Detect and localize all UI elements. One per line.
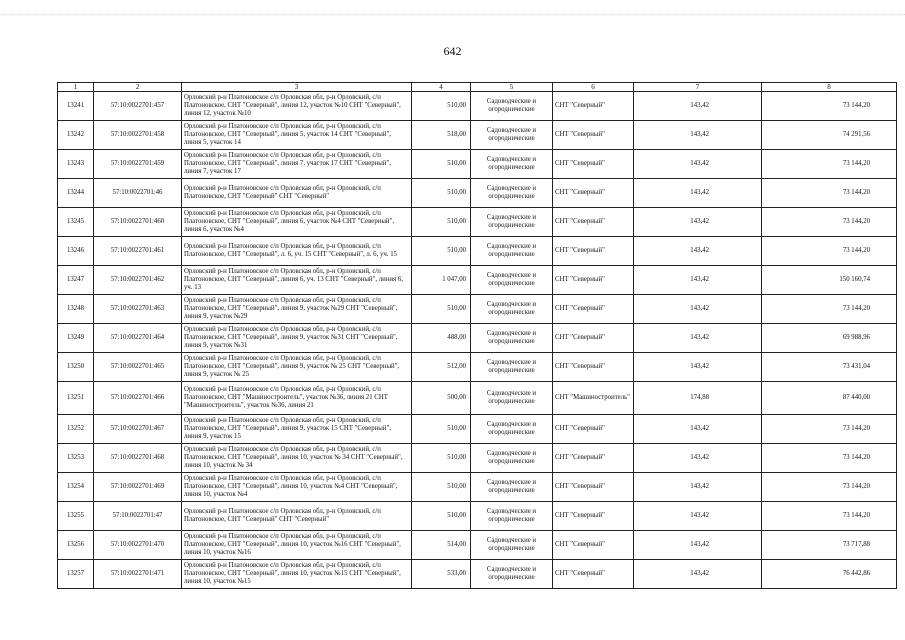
area-cell: 510,00 xyxy=(412,150,471,179)
row-number-cell: 13249 xyxy=(58,324,94,353)
row-number-cell: 13248 xyxy=(58,295,94,324)
land-use-cell: Садоводческие и огороднические xyxy=(471,92,553,121)
organization-cell: СНТ "Северный" xyxy=(553,295,634,324)
land-use-cell: Садоводческие и огороднические xyxy=(471,150,553,179)
land-use-cell: Садоводческие и огороднические xyxy=(471,502,553,531)
table-row xyxy=(58,237,897,266)
organization-cell: СНТ "Северный" xyxy=(553,266,634,295)
rate-cell: 143,42 xyxy=(634,353,762,382)
cadastral-number-cell: 57:10:0022701:465 xyxy=(94,353,182,382)
table-row xyxy=(58,295,897,324)
organization-cell: СНТ "Северный" xyxy=(553,150,634,179)
cadastral-number-cell: 57:10:0022701:468 xyxy=(94,444,182,473)
rate-cell: 143,42 xyxy=(634,473,762,502)
address-cell: Орловский р-н Платоновское с/п Орловская обл, р-н Орловский, с/п Платоновское, СНТ "Северный", л. 6, уч. 15 СНТ "Северный", л. 6, уч. 15 xyxy=(182,237,412,266)
cadastral-value-cell: 150 160,74 xyxy=(762,266,897,295)
organization-cell: СНТ "Северный" xyxy=(553,444,634,473)
area-cell: 510,00 xyxy=(412,295,471,324)
register-table xyxy=(57,82,897,589)
area-cell: 510,00 xyxy=(412,237,471,266)
row-number-cell: 13257 xyxy=(58,560,94,589)
column-header-8: 8 xyxy=(762,83,897,92)
cadastral-number-cell: 57:10:0022701:467 xyxy=(94,415,182,444)
table-row xyxy=(58,531,897,560)
table-row xyxy=(58,324,897,353)
area-cell: 510,00 xyxy=(412,208,471,237)
cadastral-value-cell: 73 144,20 xyxy=(762,150,897,179)
row-number-cell: 13241 xyxy=(58,92,94,121)
row-number-cell: 13255 xyxy=(58,502,94,531)
scan-artifact-line xyxy=(0,14,905,19)
row-number-cell: 13253 xyxy=(58,444,94,473)
area-cell: 533,00 xyxy=(412,560,471,589)
row-number-cell: 13256 xyxy=(58,531,94,560)
row-number-cell: 13242 xyxy=(58,121,94,150)
area-cell: 510,00 xyxy=(412,415,471,444)
address-cell: Орловский р-н Платоновское с/п Орловская обл, р-н Орловский, с/п Платоновское, СНТ "Северный", линия 7, участок 17 СНТ "Северный", линия 7, участок 17 xyxy=(182,150,412,179)
organization-cell: СНТ "Северный" xyxy=(553,531,634,560)
cadastral-number-cell: 57:10:0022701:462 xyxy=(94,266,182,295)
cadastral-number-cell: 57:10:0022701:470 xyxy=(94,531,182,560)
cadastral-number-cell: 57:10:0022701:464 xyxy=(94,324,182,353)
cadastral-value-cell: 73 144,20 xyxy=(762,92,897,121)
cadastral-value-cell: 73 431,04 xyxy=(762,353,897,382)
table-row xyxy=(58,266,897,295)
land-use-cell: Садоводческие и огороднические xyxy=(471,121,553,150)
cadastral-number-cell: 57:10:0022701:457 xyxy=(94,92,182,121)
rate-cell: 143,42 xyxy=(634,531,762,560)
address-cell: Орловский р-н Платоновское с/п Орловская обл, р-н Орловский, с/п Платоновское, СНТ "Северный", линия 10, участок №15 СНТ "Северный", линия 10, участок №15 xyxy=(182,560,412,589)
column-header-6: 6 xyxy=(553,83,634,92)
area-cell: 510,00 xyxy=(412,179,471,208)
table-row xyxy=(58,444,897,473)
cadastral-number-cell: 57:10:0022701:469 xyxy=(94,473,182,502)
column-header-3: 3 xyxy=(182,83,412,92)
row-number-cell: 13245 xyxy=(58,208,94,237)
table-row xyxy=(58,382,897,415)
rate-cell: 143,42 xyxy=(634,150,762,179)
column-number-row xyxy=(58,83,897,92)
address-cell: Орловский р-н Платоновское с/п Орловская обл, р-н Орловский, с/п Платоновское, СНТ "Северный", линия 6, уч. 13 СНТ "Северный", линия 6, уч. 13 xyxy=(182,266,412,295)
area-cell: 500,00 xyxy=(412,382,471,415)
row-number-cell: 13252 xyxy=(58,415,94,444)
rate-cell: 143,42 xyxy=(634,208,762,237)
area-cell: 518,00 xyxy=(412,121,471,150)
table-row xyxy=(58,150,897,179)
address-cell: Орловский р-н Платоновское с/п Орловская обл, р-н Орловский, с/п Платоновское, СНТ "Северный", линия 9, участок 15 СНТ "Северный", линия 9, участок 15 xyxy=(182,415,412,444)
cadastral-value-cell: 69 988,96 xyxy=(762,324,897,353)
organization-cell: СНТ "Северный" xyxy=(553,502,634,531)
rate-cell: 143,42 xyxy=(634,324,762,353)
land-use-cell: Садоводческие и огороднические xyxy=(471,179,553,208)
table-row xyxy=(58,92,897,121)
area-cell: 514,00 xyxy=(412,531,471,560)
land-use-cell: Садоводческие и огороднические xyxy=(471,415,553,444)
page-number: 642 xyxy=(443,44,462,58)
organization-cell: СНТ "Северный" xyxy=(553,560,634,589)
area-cell: 510,00 xyxy=(412,444,471,473)
land-use-cell: Садоводческие и огороднические xyxy=(471,208,553,237)
address-cell: Орловский р-н Платоновское с/п Орловская обл, р-н Орловский, с/п Платоновское, СНТ "Северный", линия 10, участок № 34 СНТ "Северный", линия 10, участок № 34 xyxy=(182,444,412,473)
address-cell: Орловский р-н Платоновское с/п Орловская обл, р-н Орловский, с/п Платоновское, СНТ "Северный" СНТ "Северный" xyxy=(182,502,412,531)
address-cell: Орловский р-н Платоновское с/п Орловская обл, р-н Орловский, с/п Платоновское, СНТ "Северный", линия 12, участок №10 СНТ "Северный", линия 12, участок №10 xyxy=(182,92,412,121)
area-cell: 510,00 xyxy=(412,473,471,502)
row-number-cell: 13244 xyxy=(58,179,94,208)
row-number-cell: 13251 xyxy=(58,382,94,415)
table-row xyxy=(58,121,897,150)
land-use-cell: Садоводческие и огороднические xyxy=(471,473,553,502)
address-cell: Орловский р-н Платоновское с/п Орловская обл, р-н Орловский, с/п Платоновское, СНТ "Северный", линия 6, участок №4 СНТ "Северный", линия 6, участок №4 xyxy=(182,208,412,237)
row-number-cell: 13246 xyxy=(58,237,94,266)
row-number-cell: 13247 xyxy=(58,266,94,295)
rate-cell: 143,42 xyxy=(634,415,762,444)
cadastral-number-cell: 57:10:0022701:46 xyxy=(94,179,182,208)
address-cell: Орловский р-н Платоновское с/п Орловская обл, р-н Орловский, с/п Платоновское, СНТ "Северный", линия 9, участок №29 СНТ "Северный", линия 9, участок №29 xyxy=(182,295,412,324)
table-row xyxy=(58,179,897,208)
column-header-2: 2 xyxy=(94,83,182,92)
table-row xyxy=(58,353,897,382)
cadastral-number-cell: 57:10:0022701:463 xyxy=(94,295,182,324)
rate-cell: 143,42 xyxy=(634,92,762,121)
address-cell: Орловский р-н Платоновское с/п Орловская обл, р-н Орловский, с/п Платоновское, СНТ "Машиностроитель", участок №36, линия 21 СНТ "Машиностроитель", участок №36, линия 21 xyxy=(182,382,412,415)
cadastral-number-cell: 57:10:0022701:471 xyxy=(94,560,182,589)
address-cell: Орловский р-н Платоновское с/п Орловская обл, р-н Орловский, с/п Платоновское, СНТ "Северный" СНТ "Северный" xyxy=(182,179,412,208)
cadastral-value-cell: 73 144,20 xyxy=(762,295,897,324)
organization-cell: СНТ "Северный" xyxy=(553,415,634,444)
row-number-cell: 13243 xyxy=(58,150,94,179)
column-header-1: 1 xyxy=(58,83,94,92)
rate-cell: 143,42 xyxy=(634,560,762,589)
cadastral-value-cell: 73 144,20 xyxy=(762,502,897,531)
cadastral-value-cell: 73 144,20 xyxy=(762,444,897,473)
land-use-cell: Садоводческие и огороднические xyxy=(471,324,553,353)
land-use-cell: Садоводческие и огороднические xyxy=(471,237,553,266)
organization-cell: СНТ "Северный" xyxy=(553,324,634,353)
cadastral-number-cell: 57:10:0022701:466 xyxy=(94,382,182,415)
cadastral-number-cell: 57:10:0022701:459 xyxy=(94,150,182,179)
area-cell: 1 047,00 xyxy=(412,266,471,295)
area-cell: 510,00 xyxy=(412,92,471,121)
table-row xyxy=(58,415,897,444)
cadastral-value-cell: 73 144,20 xyxy=(762,179,897,208)
land-use-cell: Садоводческие и огороднические xyxy=(471,531,553,560)
rate-cell: 143,42 xyxy=(634,444,762,473)
cadastral-value-cell: 73 144,20 xyxy=(762,237,897,266)
cadastral-value-cell: 73 144,20 xyxy=(762,415,897,444)
rate-cell: 143,42 xyxy=(634,502,762,531)
cadastral-number-cell: 57:10:0022701:460 xyxy=(94,208,182,237)
land-register-table xyxy=(57,82,897,589)
land-use-cell: Садоводческие и огороднические xyxy=(471,266,553,295)
row-number-cell: 13250 xyxy=(58,353,94,382)
organization-cell: СНТ "Северный" xyxy=(553,121,634,150)
cadastral-number-cell: 57:10:0022701:458 xyxy=(94,121,182,150)
table-row xyxy=(58,502,897,531)
rate-cell: 143,42 xyxy=(634,121,762,150)
cadastral-value-cell: 73 717,88 xyxy=(762,531,897,560)
address-cell: Орловский р-н Платоновское с/п Орловская обл, р-н Орловский, с/п Платоновское, СНТ "Северный", линия 10, участок №4 СНТ "Северный", линия 10, участок №4 xyxy=(182,473,412,502)
column-header-7: 7 xyxy=(634,83,762,92)
organization-cell: СНТ "Северный" xyxy=(553,92,634,121)
table-row xyxy=(58,208,897,237)
land-use-cell: Садоводческие и огороднические xyxy=(471,295,553,324)
cadastral-value-cell: 73 144,20 xyxy=(762,473,897,502)
column-header-4: 4 xyxy=(412,83,471,92)
table-row xyxy=(58,473,897,502)
rate-cell: 174,88 xyxy=(634,382,762,415)
cadastral-value-cell: 76 442,86 xyxy=(762,560,897,589)
address-cell: Орловский р-н Платоновское с/п Орловская обл, р-н Орловский, с/п Платоновское, СНТ "Северный", линия 9, участок №31 СНТ "Северный", линия 9, участок №31 xyxy=(182,324,412,353)
land-use-cell: Садоводческие и огороднические xyxy=(471,382,553,415)
organization-cell: СНТ "Северный" xyxy=(553,208,634,237)
organization-cell: СНТ "Северный" xyxy=(553,353,634,382)
address-cell: Орловский р-н Платоновское с/п Орловская обл, р-н Орловский, с/п Платоновское, СНТ "Северный", линия 10, участок №16 СНТ "Северный", линия 10, участок №16 xyxy=(182,531,412,560)
area-cell: 510,00 xyxy=(412,502,471,531)
address-cell: Орловский р-н Платоновское с/п Орловская обл, р-н Орловский, с/п Платоновское, СНТ "Северный", линия 5, участок 14 СНТ "Северный", линия 5, участок 14 xyxy=(182,121,412,150)
address-cell: Орловский р-н Платоновское с/п Орловская обл, р-н Орловский, с/п Платоновское, СНТ "Северный", линия 9, участок № 25 СНТ "Северный", линия 9, участок № 25 xyxy=(182,353,412,382)
organization-cell: СНТ "Северный" xyxy=(553,179,634,208)
rate-cell: 143,42 xyxy=(634,295,762,324)
organization-cell: СНТ "Северный" xyxy=(553,237,634,266)
table-body xyxy=(58,92,897,589)
column-header-5: 5 xyxy=(471,83,553,92)
area-cell: 512,00 xyxy=(412,353,471,382)
cadastral-number-cell: 57:10:0022701:461 xyxy=(94,237,182,266)
row-number-cell: 13254 xyxy=(58,473,94,502)
table-row xyxy=(58,560,897,589)
organization-cell: СНТ "Северный" xyxy=(553,473,634,502)
cadastral-number-cell: 57:10:0022701:47 xyxy=(94,502,182,531)
area-cell: 488,00 xyxy=(412,324,471,353)
rate-cell: 143,42 xyxy=(634,179,762,208)
land-use-cell: Садоводческие и огороднические xyxy=(471,560,553,589)
cadastral-value-cell: 74 291,56 xyxy=(762,121,897,150)
rate-cell: 143,42 xyxy=(634,266,762,295)
land-use-cell: Садоводческие и огороднические xyxy=(471,353,553,382)
cadastral-value-cell: 73 144,20 xyxy=(762,208,897,237)
organization-cell: СНТ "Машиностроитель" xyxy=(553,382,634,415)
land-use-cell: Садоводческие и огороднические xyxy=(471,444,553,473)
rate-cell: 143,42 xyxy=(634,237,762,266)
cadastral-value-cell: 87 440,00 xyxy=(762,382,897,415)
